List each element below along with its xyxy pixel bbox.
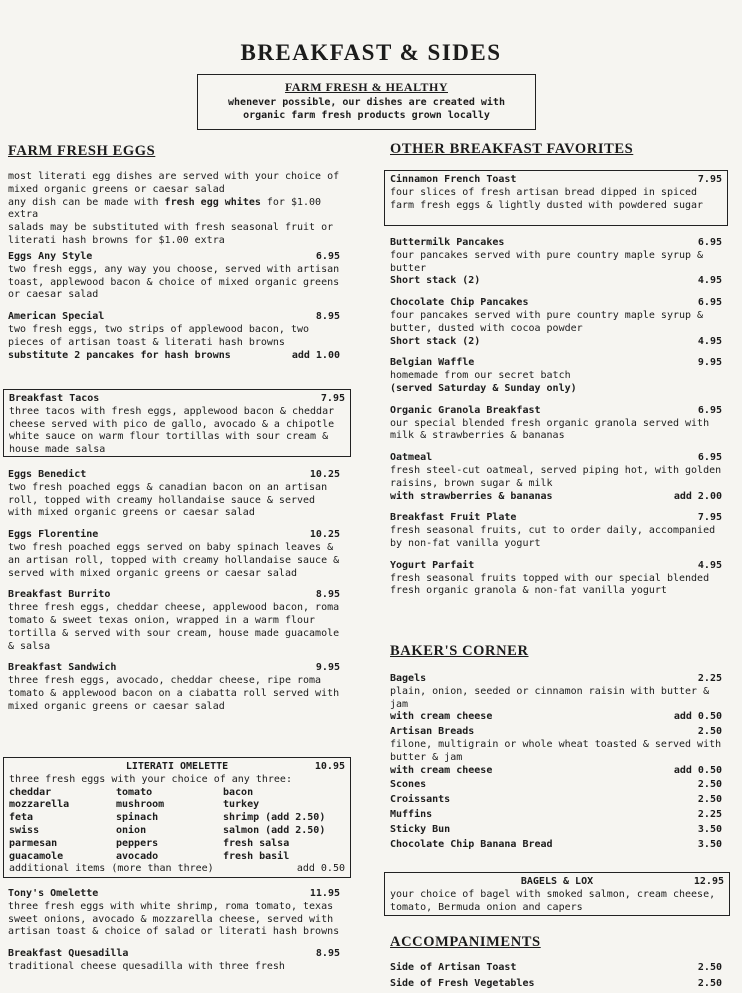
section-heading-baker: BAKER'S CORNER — [390, 643, 529, 659]
cinnamon-french-toast-box — [384, 170, 728, 226]
menu-item: Scones 2.50 — [390, 779, 722, 791]
menu-item: Breakfast Fruit Plate 7.95 fresh seasonal fruits, cut to order daily, accompanied by non-fat vanilla yogurt — [390, 512, 722, 549]
menu-item: Breakfast Burrito 8.95 three fresh eggs, cheddar cheese, applewood bacon, roma tomato & sweet texas onion, wrapped in a warm flour tortilla & served with sour cream, house made guacamole & salsa — [8, 589, 340, 652]
omelette-desc: three fresh eggs with your choice of any three: — [9, 773, 292, 785]
farm-fresh-banner — [197, 74, 536, 130]
menu-item: Breakfast Sandwich 9.95 three fresh eggs, avocado, cheddar cheese, ripe roma tomato & applewood bacon on a ciabatta roll served with mixed organic greens or caesar salad — [8, 662, 340, 712]
eggs-menu-list-3 — [8, 888, 340, 983]
intro-text: any dish can be made with fresh egg whites for $1.00 extra — [8, 196, 322, 221]
menu-item: Eggs Any Style 6.95 two fresh eggs, any way you choose, served with artisan toast, applewood bacon & choice of mixed organic greens or caesar salad — [8, 251, 340, 301]
baker-menu-list — [390, 673, 722, 853]
intro-text: most literati egg dishes are served with your choice of mixed organic greens or caesar salad — [8, 171, 340, 195]
omelette-extra: additional items (more than three) add 0.50 — [9, 863, 345, 875]
menu-item: Sticky Bun 3.50 — [390, 823, 722, 835]
menu-item: Organic Granola Breakfast 6.95 our special blended fresh organic granola served with milk & strawberries & bananas — [390, 404, 722, 442]
menu-item: Tony's Omelette 11.95 three fresh eggs with white shrimp, roma tomato, texas sweet onions, avocado & mozzarella cheese, served with artisan toast & choice of salad or literati hash browns — [8, 888, 340, 938]
literati-omelette-box — [3, 757, 351, 878]
accomp-menu-list — [390, 962, 722, 991]
menu-item: Chocolate Chip Pancakes 6.95 four pancakes served with pure country maple syrup & butter, dusted with cocoa powder Short stack (2) 4.95 — [390, 297, 722, 347]
section-heading-eggs: FARM FRESH EGGS — [8, 143, 156, 159]
menu-item: Yogurt Parfait 4.95 fresh seasonal fruits topped with our special blended fresh organic granola & non-fat vanilla yogurt — [390, 559, 722, 597]
menu-item: Croissants 2.50 — [390, 794, 722, 806]
eggs-intro — [8, 171, 340, 248]
menu-item: Side of Fresh Vegetables 2.50 — [390, 977, 722, 989]
banner-heading: FARM FRESH & HEALTHY — [284, 80, 448, 94]
section-heading-other: OTHER BREAKFAST FAVORITES — [390, 141, 634, 157]
menu-item-price: 7.95 — [697, 174, 722, 185]
menu-item: Eggs Florentine 10.25 two fresh poached eggs served on baby spinach leaves & an artisan roll, topped with creamy hollandaise sauce & served with mixed organic greens or caesar salad — [8, 529, 340, 579]
omelette-price: 10.95 — [314, 761, 345, 772]
menu-item: American Special 8.95 two fresh eggs, two strips of applewood bacon, two pieces of artisan toast & literati hash browns substitute 2 pancakes for hash browns add 1.00 — [8, 311, 340, 361]
menu-item: Artisan Breads 2.50 filone, multigrain or whole wheat toasted & served with butter & jam with cream cheese add 0.50 — [390, 726, 722, 776]
menu-item-price: 7.95 — [320, 393, 345, 404]
menu-item: Buttermilk Pancakes 6.95 four pancakes served with pure country maple syrup & butter Short stack (2) 4.95 — [390, 237, 722, 287]
eggs-menu-list — [8, 251, 340, 371]
eggs-menu-list-2 — [8, 469, 340, 723]
banner-line: organic farm fresh products grown locally — [243, 110, 490, 121]
lox-price: 12.95 — [693, 876, 724, 887]
lox-desc: your choice of bagel with smoked salmon, cream cheese, tomato, Bermuda onion and capers — [390, 888, 716, 913]
page-title: BREAKFAST & SIDES — [240, 40, 502, 65]
menu-item-name: Breakfast Tacos — [9, 393, 100, 404]
intro-text: salads may be substituted with fresh seasonal fruit or literati hash browns for $1.00 extra — [8, 222, 334, 246]
menu-item-desc: three tacos with fresh eggs, applewood bacon & cheddar cheese served with pico de gallo, avocado & a chipotle white sauce on warm flour tortillas with sour cream & house made salsa — [9, 405, 335, 456]
menu-item: Chocolate Chip Banana Bread 3.50 — [390, 838, 722, 850]
menu-item: Muffins 2.25 — [390, 808, 722, 820]
other-menu-list — [390, 237, 722, 607]
omelette-name: LITERATI OMELETTE — [125, 761, 229, 772]
menu-item-name: Cinnamon French Toast — [390, 174, 517, 185]
menu-item-desc: four slices of fresh artisan bread dipped in spiced farm fresh eggs & lightly dusted with powdered sugar — [390, 186, 704, 211]
omelette-options: cheddar tomato bacon mozzarella mushroom turkey feta spinach shrimp (add 2.50) swiss onion salmon (add 2.50) parmesan peppers fresh salsa guacamole avocado fresh basil — [9, 786, 326, 862]
banner-line: whenever possible, our dishes are created with — [228, 97, 505, 108]
menu-item: Side of Artisan Toast 2.50 — [390, 962, 722, 973]
menu-item: Breakfast Quesadilla 8.95 traditional cheese quesadilla with three fresh — [8, 948, 340, 972]
menu-item: Oatmeal 6.95 fresh steel-cut oatmeal, served piping hot, with golden raisins, brown sugar & milk with strawberries & bananas add 2.00 — [390, 452, 722, 502]
menu-item: Belgian Waffle 9.95 homemade from our secret batch (served Saturday & Sunday only) — [390, 357, 722, 394]
menu-item: Eggs Benedict 10.25 two fresh poached eggs & canadian bacon on an artisan roll, topped with creamy hollandaise sauce & served with mixed organic greens or caesar salad — [8, 469, 340, 519]
section-heading-accomp: ACCOMPANIMENTS — [390, 934, 541, 950]
menu-item: Bagels 2.25 plain, onion, seeded or cinnamon raisin with butter & jam with cream cheese add 0.50 — [390, 673, 722, 723]
lox-name: BAGELS & LOX — [520, 876, 594, 887]
breakfast-tacos-box — [3, 389, 351, 457]
bagels-lox-box — [384, 872, 730, 916]
